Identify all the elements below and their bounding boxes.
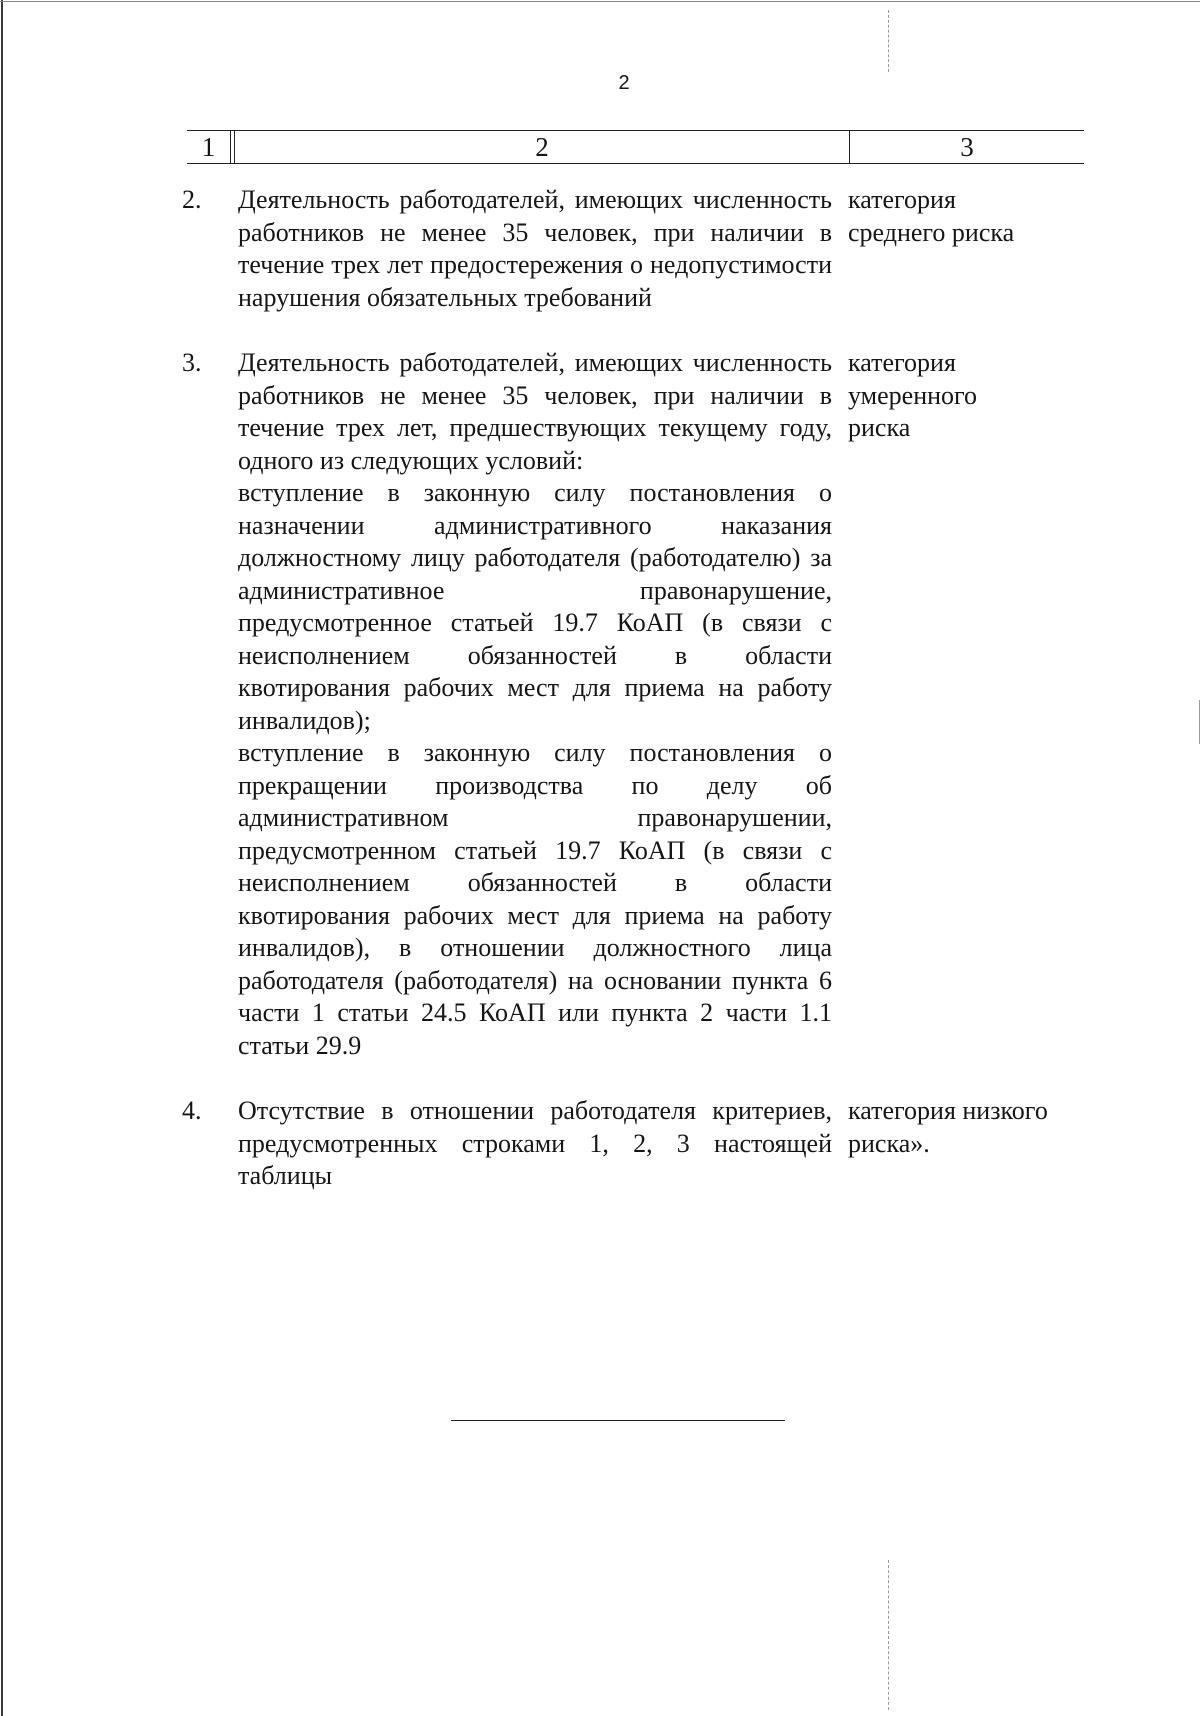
row-number: 4. bbox=[182, 1096, 202, 1125]
row-description bbox=[238, 1095, 832, 1193]
scan-mark bbox=[888, 1560, 889, 1710]
row-paragraph: Отсутствие в отношении работодателя критериев, предусмотренных строками 1, 2, 3 настоящей таблицы bbox=[238, 1096, 832, 1190]
row-paragraph: Деятельность работодателей, имеющих численность работников не менее 35 человек, при наличии в течение трех лет, предшествующих текущему году, одного из следующих условий: bbox=[238, 348, 832, 475]
row-paragraph: вступление в законную силу постановления о назначении административного наказания должностному лицу работодателя (работодателю) за административное правонарушение, предусмотренное статьей 19.7 КоАП (в связи с неисполнением обязанностей в области квотирования рабочих мест для приема на работу инвалидов); bbox=[238, 478, 832, 735]
page-number: 2 bbox=[618, 72, 630, 94]
row-paragraph: Деятельность работодателей, имеющих численность работников не менее 35 человек, при наличии в течение трех лет предостережения о недопустимости нарушения обязательных требований bbox=[238, 185, 832, 312]
row-number: 2. bbox=[182, 185, 202, 214]
column-header-2: 2 bbox=[234, 131, 850, 163]
column-header-1: 1 bbox=[187, 131, 231, 163]
row-description bbox=[238, 347, 832, 1062]
row-paragraph: вступление в законную силу постановления о прекращении производства по делу об административном правонарушении, предусмотренном статьей 19.7 КоАП (в связи с неисполнением обязанностей в области квотирования рабочих мест для приема на работу инвалидов), в отношении должностного лица работодателя (работодателя) на основании пункта 6 части 1 статьи 24.5 КоАП или пункта 2 части 1.1 статьи 29.9 bbox=[238, 738, 832, 1060]
table-header bbox=[187, 130, 1084, 164]
row-category: категория умеренного риска bbox=[848, 348, 978, 442]
row-category: категория низкого риска». bbox=[848, 1096, 1048, 1158]
row-number: 3. bbox=[182, 348, 202, 377]
end-of-document-rule bbox=[451, 1420, 785, 1421]
row-description bbox=[238, 184, 832, 314]
table-row bbox=[0, 184, 1200, 314]
scan-top-edge bbox=[0, 1, 1200, 2]
table-body bbox=[0, 184, 1200, 1226]
table-row bbox=[0, 1095, 1200, 1193]
row-category: категория среднего риска bbox=[848, 185, 1015, 247]
table-row bbox=[0, 347, 1200, 1062]
column-header-3: 3 bbox=[960, 132, 974, 162]
scan-mark bbox=[888, 10, 889, 72]
